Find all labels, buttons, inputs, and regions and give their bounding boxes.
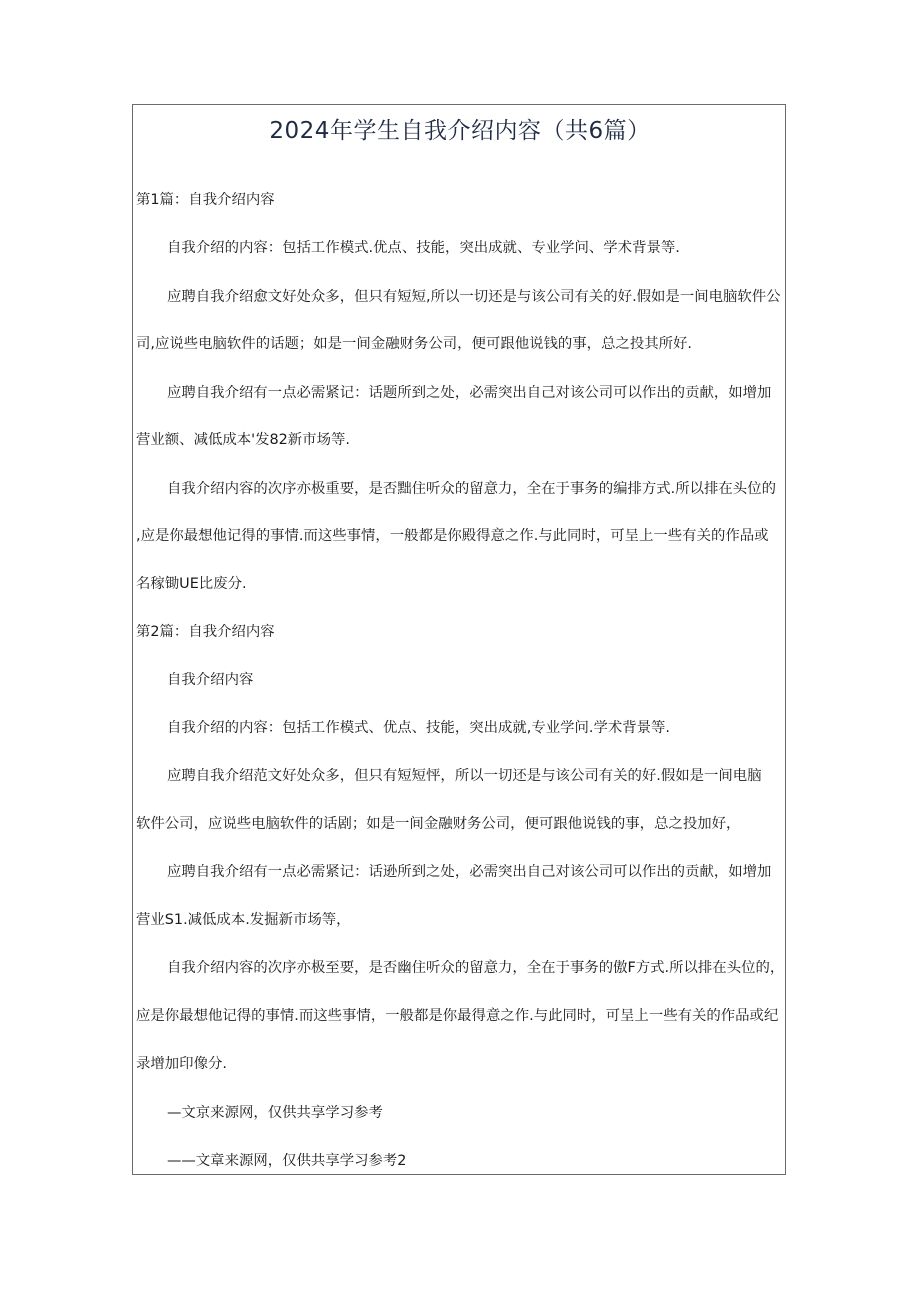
paragraph-line: 应聘自我介绍有一点必需紧记：话题所到之处，必需突出自己对该公司可以作出的贡献，如增加	[167, 385, 772, 401]
paragraph-line: ,应是你最想他记得的事情.而这些事情，一般都是你殿得意之作.与此同时，可呈上一些有关的作品或	[136, 528, 769, 544]
paragraph-line: 营业额、减低成本'发82新市场等.	[136, 432, 350, 448]
paragraph-line: 营业S1.减低成本.发掘新市场等，	[136, 912, 351, 928]
paragraph-line: 自我介绍的内容：包括工作模式.优点、技能，突出成就、专业学问、学术背景等.	[167, 240, 680, 256]
source-note: —文京来源网，仅供共享学习参考	[167, 1105, 383, 1121]
paragraph-line: 应聘自我介绍范文好处众多，但只有短短怦，所以一切还是与该公司有关的好.假如是一间电脑	[167, 768, 762, 784]
paragraph-line: 自我介绍内容的次序亦极至要，是否幽住听众的留意力，全在于事务的傲F方式.所以排在头位的，	[167, 960, 785, 976]
section-1-heading: 第1篇：自我介绍内容	[136, 192, 275, 208]
paragraph-line: 司,应说些电脑软件的话题；如是一间金融财务公司，便可跟他说钱的事，总之投其所好.	[136, 336, 692, 352]
paragraph-line: 软件公司，应说些电脑软件的话剧；如是一间金融财务公司，便可跟他说钱的事，总之投加好，	[136, 816, 741, 832]
paragraph-line: 应聘自我介绍有一点必需紧记：话逊所到之处，必需突出自己对该公司可以作出的贡献，如增加	[167, 864, 772, 880]
paragraph-line: 录增加印像分.	[136, 1056, 227, 1072]
section-2-subtitle: 自我介绍内容	[167, 672, 254, 688]
section-2-heading: 第2篇：自我介绍内容	[136, 624, 275, 640]
source-note: ——文章来源网，仅供共享学习参考2	[167, 1153, 407, 1169]
paragraph-line: 自我介绍的内容：包括工作模式、优点、技能，突出成就,专业学问.学术背景等.	[167, 720, 671, 736]
paragraph-line: 应聘自我介绍愈文好处众多，但只有短短,所以一切还是与该公司有关的好.假如是一间电脑软件公	[167, 289, 781, 305]
paragraph-line: 名稼锄UE比废分.	[136, 576, 247, 592]
document-title: 2024年学生自我介绍内容（共6篇）	[269, 118, 651, 144]
paragraph-line: 自我介绍内容的次序亦极重要，是否黜住听众的留意力，全在于事务的编排方式.所以排在头位的	[167, 481, 776, 497]
paragraph-line: 应是你最想他记得的事情.而这些事情，一般都是你最得意之作.与此同时，可呈上一些有关的作品或纪	[136, 1008, 779, 1024]
